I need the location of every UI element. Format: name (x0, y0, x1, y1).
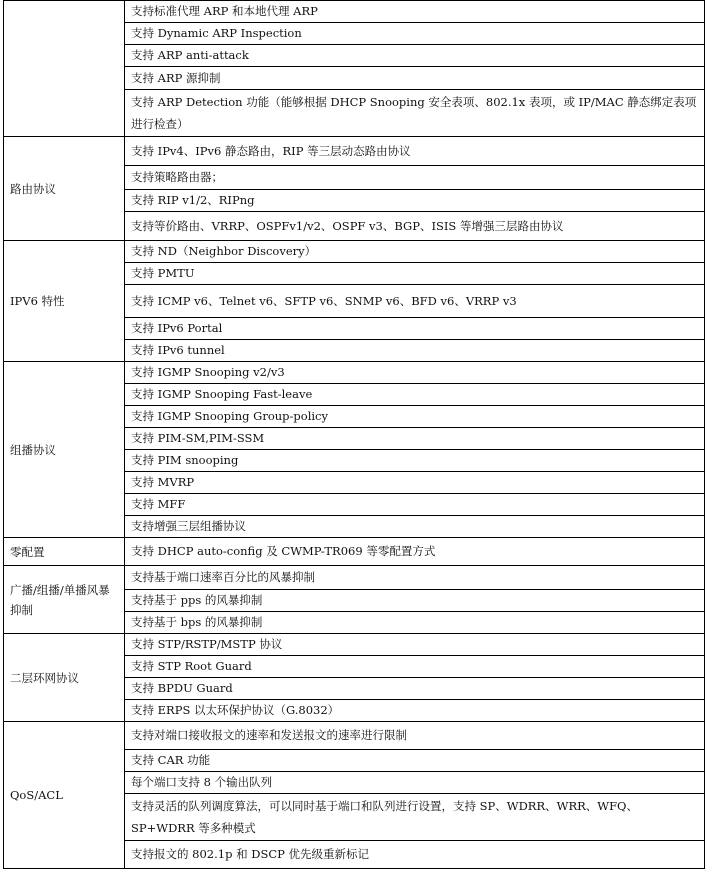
category-cell (4, 1, 125, 137)
category-cell: 广播/组播/单播风暴抑制 (4, 566, 125, 634)
table-row (4, 538, 705, 566)
feature-cell: 支持基于 bps 的风暴抑制 (125, 612, 705, 634)
table-row (4, 566, 705, 590)
feature-cell: 支持 ND（Neighbor Discovery） (125, 241, 705, 263)
feature-cell: 支持 ARP 源抑制 (125, 67, 705, 90)
feature-cell: 支持 STP Root Guard (125, 656, 705, 678)
feature-cell: 支持增强三层组播协议 (125, 516, 705, 538)
feature-cell: 支持 CAR 功能 (125, 750, 705, 772)
table-row (4, 722, 705, 750)
category-cell: QoS/ACL (4, 722, 125, 869)
category-cell: 零配置 (4, 538, 125, 566)
feature-cell: 支持 RIP v1/2、RIPng (125, 190, 705, 212)
table-row (4, 137, 705, 166)
feature-cell: 支持策略路由器； (125, 166, 705, 190)
feature-cell: 支持 MFF (125, 494, 705, 516)
feature-cell: 支持 IGMP Snooping Group-policy (125, 406, 705, 428)
feature-cell: 支持报文的 802.1p 和 DSCP 优先级重新标记 (125, 841, 705, 869)
category-cell: 组播协议 (4, 362, 125, 538)
feature-cell: 支持 STP/RSTP/MSTP 协议 (125, 634, 705, 656)
table-row (4, 241, 705, 263)
feature-cell: 支持 ARP Detection 功能（能够根据 DHCP Snooping 安全表项、802.1x 表项，或 IP/MAC 静态绑定表项进行检查） (125, 90, 705, 137)
feature-cell: 支持对端口接收报文的速率和发送报文的速率进行限制 (125, 722, 705, 750)
feature-cell: 支持基于 pps 的风暴抑制 (125, 590, 705, 612)
feature-cell: 支持 ICMP v6、Telnet v6、SFTP v6、SNMP v6、BFD v6、VRRP v3 (125, 285, 705, 318)
feature-cell: 支持 IPv6 Portal (125, 318, 705, 340)
table-row (4, 634, 705, 656)
feature-cell: 支持 MVRP (125, 472, 705, 494)
feature-cell: 支持标准代理 ARP 和本地代理 ARP (125, 1, 705, 23)
feature-cell: 支持 BPDU Guard (125, 678, 705, 700)
category-cell: 二层环网协议 (4, 634, 125, 722)
feature-cell: 支持 IPv4、IPv6 静态路由，RIP 等三层动态路由协议 (125, 137, 705, 166)
category-cell: IPV6 特性 (4, 241, 125, 362)
feature-cell: 支持 ARP anti-attack (125, 45, 705, 67)
feature-cell: 支持等价路由、VRRP、OSPFv1/v2、OSPF v3、BGP、ISIS 等增强三层路由协议 (125, 212, 705, 241)
feature-cell: 支持 PIM-SM,PIM-SSM (125, 428, 705, 450)
feature-cell: 支持灵活的队列调度算法，可以同时基于端口和队列进行设置，支持 SP、WDRR、WRR、WFQ、SP+WDRR 等多种模式 (125, 794, 705, 841)
feature-cell: 支持 PIM snooping (125, 450, 705, 472)
feature-cell: 支持 IGMP Snooping v2/v3 (125, 362, 705, 384)
feature-cell: 支持 DHCP auto-config 及 CWMP-TR069 等零配置方式 (125, 538, 705, 566)
category-cell: 路由协议 (4, 137, 125, 241)
feature-cell: 支持 Dynamic ARP Inspection (125, 23, 705, 45)
feature-cell: 支持 ERPS 以太环保护协议（G.8032） (125, 700, 705, 722)
table-row (4, 362, 705, 384)
feature-cell: 每个端口支持 8 个输出队列 (125, 772, 705, 794)
feature-cell: 支持基于端口速率百分比的风暴抑制 (125, 566, 705, 590)
feature-cell: 支持 PMTU (125, 263, 705, 285)
feature-cell: 支持 IGMP Snooping Fast-leave (125, 384, 705, 406)
feature-cell: 支持 IPv6 tunnel (125, 340, 705, 362)
table-row (4, 1, 705, 23)
spec-table (3, 0, 705, 869)
spec-table-body (4, 1, 705, 869)
